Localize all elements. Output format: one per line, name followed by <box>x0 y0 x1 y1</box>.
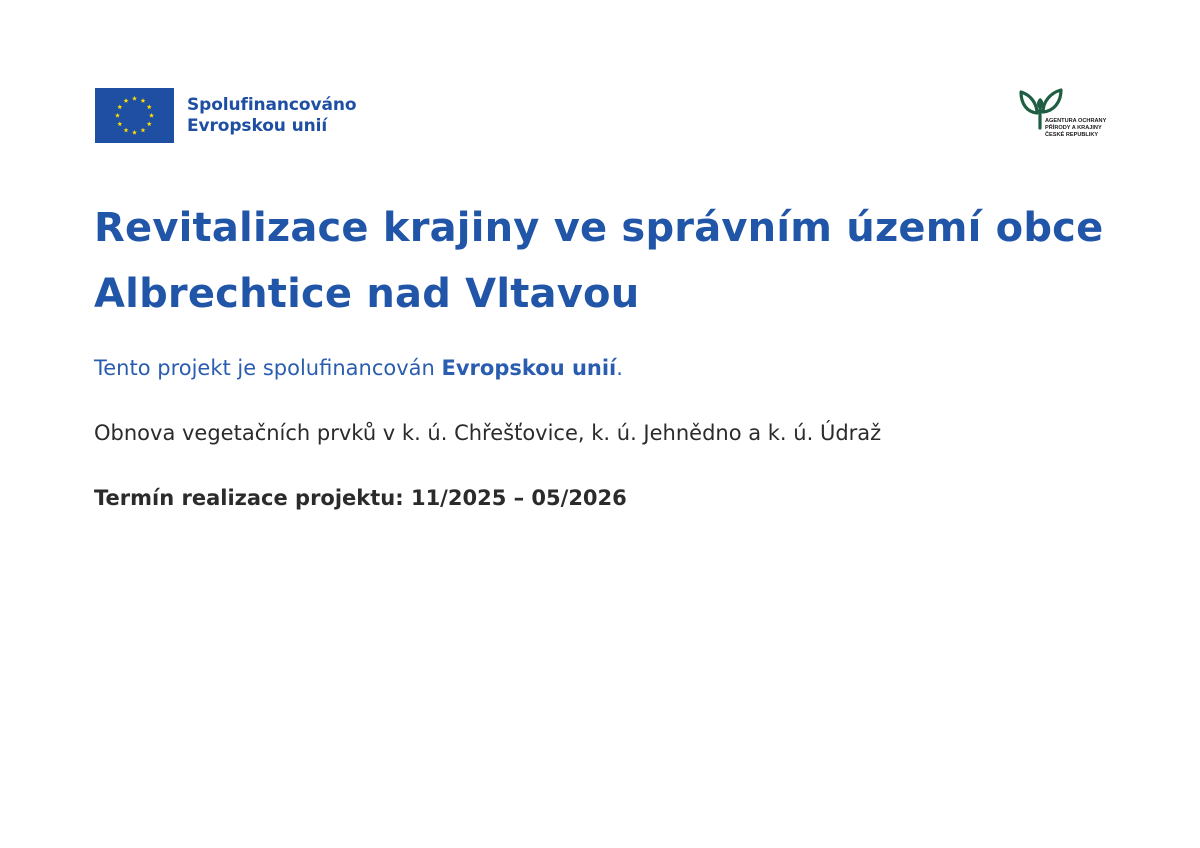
aopk-logo-line3: ČESKÉ REPUBLIKY <box>1045 132 1099 138</box>
cofinancing-suffix: . <box>616 356 623 380</box>
eu-cofinancing-logo <box>95 88 356 143</box>
aopk-logo <box>1014 88 1124 148</box>
cofinancing-statement <box>94 354 623 382</box>
aopk-logo-line2: PŘÍRODY A KRAJINY <box>1045 125 1102 131</box>
eu-logo-text <box>187 95 356 137</box>
aopk-logo-line1: AGENTURA OCHRANY <box>1045 118 1107 124</box>
project-title-line2: Albrechtice nad Vltavou <box>94 271 640 317</box>
cofinancing-emphasis: Evropskou unií <box>441 356 617 380</box>
eu-logo-line1: Spolufinancováno <box>187 94 357 115</box>
eu-logo-line2: Evropskou unií <box>187 115 328 136</box>
eu-flag-icon <box>95 88 174 143</box>
aopk-logo-text <box>1045 118 1106 139</box>
cofinancing-prefix: Tento projekt je spolufinancován <box>94 356 442 380</box>
project-title-line1: Revitalizace krajiny ve správním území obce <box>94 205 1104 251</box>
project-description: Obnova vegetačních prvků v k. ú. Chřešťovice, k. ú. Jehnědno a k. ú. Údraž <box>94 421 882 445</box>
project-title <box>94 195 1104 327</box>
project-term: Termín realizace projektu: 11/2025 – 05/2026 <box>94 486 627 510</box>
